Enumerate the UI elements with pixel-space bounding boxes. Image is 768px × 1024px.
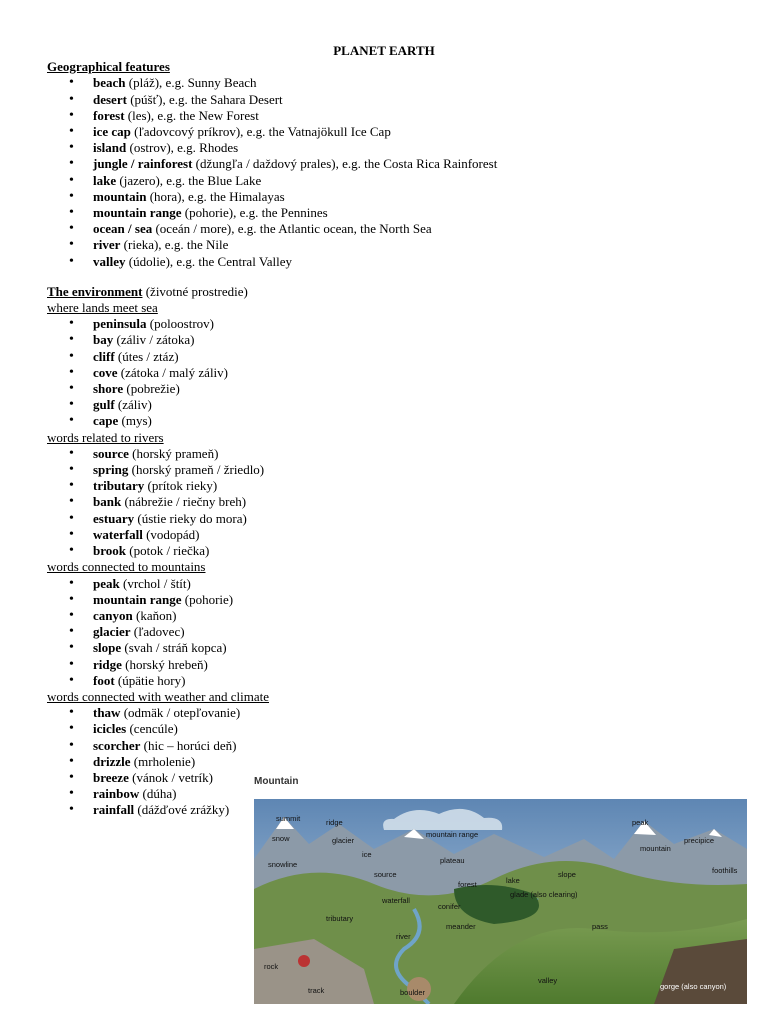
term: river: [93, 237, 121, 253]
term: peak: [93, 575, 120, 591]
term-translation: (dážďové zrážky): [134, 802, 230, 818]
term: breeze: [93, 769, 129, 785]
geo-heading: Geographical features: [47, 59, 170, 75]
term-translation: (mrholenie): [130, 753, 196, 769]
list-item: [47, 237, 747, 253]
term-translation: (horský prameň): [128, 445, 219, 461]
term: desert: [93, 91, 127, 107]
term-translation: (ľadovcový príkrov), e.g. the Vatnajökull Ice Cap: [130, 124, 391, 140]
term-translation: (hora), e.g. the Himalayas: [146, 188, 285, 204]
term: island: [93, 140, 127, 156]
list-item: [47, 140, 747, 156]
term-translation: (poloostrov): [146, 316, 215, 332]
term-translation: (hic – horúci deň): [140, 737, 237, 753]
geo-list: [47, 75, 747, 269]
list-item: [47, 365, 747, 381]
list-item: [47, 189, 747, 205]
term: cliff: [93, 348, 115, 364]
term: beach: [93, 75, 126, 91]
section-heading: where lands meet sea: [47, 300, 158, 316]
label-foothills: foothills: [712, 866, 738, 875]
list-item: [47, 657, 747, 673]
list-item: [47, 254, 747, 270]
section-list: [47, 446, 747, 559]
term-translation: (mys): [118, 413, 152, 429]
list-item: [47, 592, 747, 608]
list-item: [47, 754, 747, 770]
env-heading-term: The environment: [47, 283, 143, 299]
label-ridge: ridge: [326, 818, 343, 827]
label-track: track: [308, 986, 325, 995]
term: foot: [93, 672, 115, 688]
term: forest: [93, 107, 125, 123]
term-translation: (pláž), e.g. Sunny Beach: [125, 75, 257, 91]
list-item: [47, 673, 747, 689]
term-translation: (cencúle): [126, 721, 178, 737]
term-translation: (odmäk / otepľovanie): [120, 705, 241, 721]
term: ridge: [93, 656, 122, 672]
term: bank: [93, 494, 122, 510]
label-tributary: tributary: [326, 914, 354, 923]
list-item: [47, 478, 747, 494]
term: glacier: [93, 624, 131, 640]
term: canyon: [93, 607, 133, 623]
section-heading: words connected to mountains: [47, 559, 206, 575]
label-gorge: gorge (also canyon): [660, 982, 727, 991]
term: spring: [93, 462, 129, 478]
section-heading: words related to rivers: [47, 429, 164, 445]
term: scorcher: [93, 737, 141, 753]
list-item: [47, 173, 747, 189]
term: estuary: [93, 510, 135, 526]
term-translation: (vrchol / štít): [119, 575, 191, 591]
label-peak: peak: [632, 818, 649, 827]
list-item: [47, 543, 747, 559]
list-item: [47, 462, 747, 478]
list-item: [47, 446, 747, 462]
term: mountain range: [93, 591, 182, 607]
term-translation: (horský hrebeň): [121, 656, 208, 672]
term: rainfall: [93, 802, 135, 818]
term: lake: [93, 172, 117, 188]
term: icicles: [93, 721, 127, 737]
list-item: [47, 721, 747, 737]
label-meander: meander: [446, 922, 476, 931]
label-waterfall: waterfall: [382, 896, 410, 905]
section-list: [47, 316, 747, 429]
term-translation: (les), e.g. the New Forest: [124, 107, 259, 123]
term-translation: (prítok rieky): [144, 478, 218, 494]
term: rainbow: [93, 786, 140, 802]
list-item: [47, 511, 747, 527]
list-item: [47, 92, 747, 108]
list-item: [47, 221, 747, 237]
list-item: [47, 381, 747, 397]
list-item: [47, 397, 747, 413]
term-translation: (záliv): [114, 397, 152, 413]
list-item: [47, 624, 747, 640]
list-item: [47, 527, 747, 543]
label-mountain: mountain: [640, 844, 671, 853]
label-plateau: plateau: [440, 856, 465, 865]
term-translation: (svah / stráň kopca): [121, 640, 227, 656]
term: thaw: [93, 705, 121, 721]
label-river: river: [396, 932, 411, 941]
term-translation: (horský prameň / žriedlo): [128, 462, 265, 478]
list-item: [47, 205, 747, 221]
list-item: [47, 413, 747, 429]
label-precipice: precipice: [684, 836, 715, 845]
term: ice cap: [93, 124, 131, 140]
term-translation: (údolie), e.g. the Central Valley: [125, 253, 293, 269]
label-ice: ice: [362, 850, 372, 859]
section-heading: words connected with weather and climate: [47, 688, 269, 704]
list-item: [47, 124, 747, 140]
env-sections: [47, 300, 747, 819]
label-summit: summit: [276, 814, 301, 823]
term-translation: (ľadovec): [130, 624, 185, 640]
list-item: [47, 75, 747, 91]
label-pass: pass: [592, 922, 608, 931]
list-item: [47, 332, 747, 348]
term-translation: (púšť), e.g. the Sahara Desert: [126, 91, 283, 107]
term: bay: [93, 332, 114, 348]
term-translation: (útes / ztáz): [114, 348, 179, 364]
list-item: [47, 608, 747, 624]
term: mountain range: [93, 205, 182, 221]
list-item: [47, 738, 747, 754]
term-translation: (džungľa / daždový prales), e.g. the Costa Rica Rainforest: [192, 156, 498, 172]
list-item: [47, 349, 747, 365]
term-translation: (oceán / more), e.g. the Atlantic ocean, the North Sea: [152, 221, 432, 237]
page-title: PLANET EARTH: [333, 43, 435, 58]
label-source: source: [374, 870, 397, 879]
list-item: [47, 640, 747, 656]
term-translation: (nábrežie / riečny breh): [121, 494, 247, 510]
term: tributary: [93, 478, 145, 494]
term-translation: (vánok / vetrík): [128, 769, 213, 785]
term: waterfall: [93, 526, 143, 542]
document: [47, 43, 747, 819]
term: shore: [93, 381, 124, 397]
hiker: [298, 955, 310, 967]
term-translation: (rieka), e.g. the Nile: [120, 237, 229, 253]
label-glade: glade (also clearing): [510, 890, 578, 899]
term: brook: [93, 543, 126, 559]
list-item: [47, 705, 747, 721]
term: mountain: [93, 188, 147, 204]
list-item: [47, 316, 747, 332]
term: cove: [93, 364, 118, 380]
term-translation: (jazero), e.g. the Blue Lake: [116, 172, 262, 188]
spacer: [47, 270, 747, 284]
term: drizzle: [93, 753, 131, 769]
term: jungle / rainforest: [93, 156, 193, 172]
term: slope: [93, 640, 122, 656]
term-translation: (vodopád): [142, 526, 200, 542]
label-snow: snow: [272, 834, 290, 843]
env-heading-rest: (životné prostredie): [142, 283, 248, 299]
mountain-illustration: [254, 799, 747, 1004]
term-translation: (záliv / zátoka): [113, 332, 195, 348]
term: ocean / sea: [93, 221, 153, 237]
mountain-figure: [254, 774, 748, 1006]
label-glacier: glacier: [332, 836, 355, 845]
label-mountain-range: mountain range: [426, 830, 479, 839]
label-rock: rock: [264, 962, 279, 971]
term: source: [93, 445, 129, 461]
label-slope: slope: [558, 870, 576, 879]
figure-caption: Mountain: [254, 776, 299, 787]
term: gulf: [93, 397, 115, 413]
term-translation: (potok / riečka): [126, 543, 210, 559]
term-translation: (zátoka / malý záliv): [117, 364, 228, 380]
term-translation: (kaňon): [132, 607, 177, 623]
label-conifer: conifer: [438, 902, 461, 911]
list-item: [47, 494, 747, 510]
term-translation: (úpätie hory): [114, 672, 186, 688]
term-translation: (pohorie), e.g. the Pennines: [181, 205, 328, 221]
section-list: [47, 576, 747, 689]
label-valley: valley: [538, 976, 558, 985]
term-translation: (ústie rieky do mora): [134, 510, 247, 526]
env-heading: [47, 284, 747, 300]
term: valley: [93, 253, 126, 269]
term: peninsula: [93, 316, 147, 332]
label-boulder: boulder: [400, 988, 426, 997]
term-translation: (ostrov), e.g. Rhodes: [126, 140, 239, 156]
term-translation: (pobrežie): [123, 381, 180, 397]
term-translation: (pohorie): [181, 591, 234, 607]
list-item: [47, 108, 747, 124]
term-translation: (dúha): [139, 786, 177, 802]
term: cape: [93, 413, 119, 429]
list-item: [47, 156, 747, 172]
list-item: [47, 576, 747, 592]
label-lake: lake: [506, 876, 520, 885]
label-snowline: snowline: [268, 860, 298, 869]
label-forest: forest: [458, 880, 477, 889]
